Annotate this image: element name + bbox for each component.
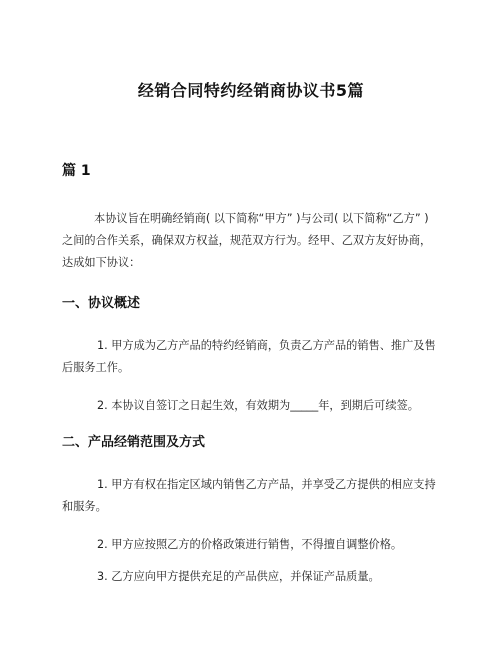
list-item: 2. 甲方应按照乙方的价格政策进行销售，不得擅自调整价格。 [97, 538, 403, 551]
document-title: 经销合同特约经销商协议书5篇 [137, 81, 365, 100]
list-item: 2. 本协议自签订之日起生效，有效期为_____年，到期后可续签。 [97, 399, 419, 412]
section-heading-overview: 一、协议概述 [62, 296, 141, 311]
list-item: 1. 甲方有权在指定区域内销售乙方产品，并享受乙方提供的相应支持和服务。 [62, 478, 436, 513]
section-label: 篇 1 [62, 163, 91, 179]
list-item: 3. 乙方应向甲方提供充足的产品供应，并保证产品质量。 [97, 570, 380, 583]
intro-paragraph: 本协议旨在明确经销商( 以下简称“甲方” )与公司( 以下简称“乙方” ) 之间的合作关系，确保双方权益，规范双方行为。经甲、乙双方友好协商，达成如下协议： [62, 212, 432, 269]
section-heading-scope: 二、产品经销范围及方式 [62, 435, 206, 450]
list-item: 1. 甲方成为乙方产品的特约经销商，负责乙方产品的销售、推广及售后服务工作。 [62, 339, 436, 374]
